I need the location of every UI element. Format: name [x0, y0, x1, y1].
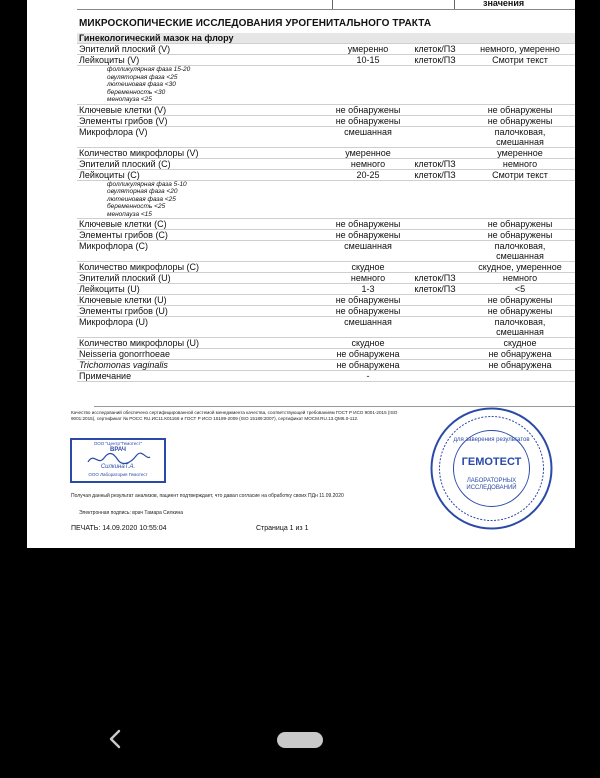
table-row	[77, 230, 575, 241]
round-stamp-bottom: ЛАБОРАТОРНЫХ ИССЛЕДОВАНИЙ	[466, 478, 517, 491]
norms-row	[77, 66, 575, 105]
test-result: не обнаружены	[331, 115, 405, 126]
test-result: умеренное	[331, 147, 405, 158]
test-unit: клеток/ПЗ	[405, 273, 465, 284]
test-name: Лейкоциты (U)	[77, 284, 331, 295]
reference-line: немного	[502, 158, 538, 169]
norm-item: менопауза <15	[107, 210, 152, 218]
print-timestamp: ПЕЧАТЬ: 14.09.2020 10:55:04	[71, 525, 167, 532]
test-name: Ключевые клетки (V)	[77, 104, 331, 115]
test-unit	[405, 230, 465, 241]
test-reference	[465, 349, 575, 360]
reference-line: скудное	[503, 338, 537, 348]
table-row	[77, 169, 575, 180]
table-row	[77, 360, 575, 371]
table-row	[77, 349, 575, 360]
test-unit	[405, 219, 465, 230]
test-unit: клеток/ПЗ	[405, 169, 465, 180]
table-heading: Гинекологический мазок на флору	[77, 33, 575, 44]
reference-line: не обнаружена	[488, 349, 552, 359]
doctor-stamp	[70, 438, 166, 483]
table-row	[77, 273, 575, 284]
test-result: не обнаружены	[331, 306, 405, 317]
table-row	[77, 158, 575, 169]
test-name: Микрофлора (V)	[77, 126, 331, 147]
test-result: смешанная	[331, 126, 405, 147]
test-result: -	[331, 371, 405, 382]
test-result: немного	[331, 273, 405, 284]
test-reference	[465, 306, 575, 317]
test-name: Эпителий плоский (V)	[77, 44, 331, 55]
test-name: Элементы грибов (V)	[77, 115, 331, 126]
test-unit	[405, 306, 465, 317]
test-reference	[465, 126, 575, 147]
table-row	[77, 338, 575, 349]
test-result: не обнаружены	[331, 219, 405, 230]
test-unit	[405, 241, 465, 262]
test-result: 1-3	[331, 284, 405, 295]
table-row	[77, 55, 575, 66]
test-result: скудное	[331, 262, 405, 273]
page-number: Страница 1 из 1	[256, 525, 309, 532]
test-reference	[465, 295, 575, 306]
test-unit	[405, 317, 465, 338]
doctor-stamp-org: ООО "Центр"Гемотест"	[93, 441, 143, 446]
test-result: не обнаружены	[331, 104, 405, 115]
test-reference	[465, 115, 575, 126]
test-unit	[405, 295, 465, 306]
test-reference	[465, 158, 575, 169]
test-reference	[465, 44, 575, 55]
test-name: Ключевые клетки (U)	[77, 295, 331, 306]
reference-line: не обнаружены	[487, 104, 553, 115]
test-result: 10-15	[331, 55, 405, 66]
reference-line-2: смешанная	[496, 251, 544, 261]
table-row	[77, 44, 575, 55]
table-row	[77, 115, 575, 126]
reference-line: немного	[502, 273, 538, 283]
e-signature: Электронная подпись: врач Тамара Силкина	[79, 510, 184, 516]
test-result: смешанная	[331, 241, 405, 262]
test-name: Эпителий плоский (U)	[77, 273, 331, 284]
reference-line: <5	[514, 284, 526, 294]
table-row	[77, 262, 575, 273]
test-unit	[405, 360, 465, 371]
reference-line: умеренное	[497, 147, 543, 158]
norms-list	[77, 180, 575, 219]
test-name: Лейкоциты (С)	[77, 169, 331, 180]
reference-line: Смотри текст	[492, 169, 548, 180]
test-name: Микрофлора (U)	[77, 317, 331, 338]
norm-item: овуляторная фаза <20	[107, 188, 178, 195]
test-reference	[465, 169, 575, 180]
test-reference	[465, 360, 575, 371]
test-name: Количество микрофлоры (U)	[77, 338, 331, 349]
round-stamp-brand: ГЕМОТЕСТ	[461, 456, 522, 468]
table-row	[77, 317, 575, 338]
table-row	[77, 219, 575, 230]
document-page	[27, 0, 575, 548]
table-row	[77, 241, 575, 262]
test-result: не обнаружены	[331, 230, 405, 241]
norm-item: фолликулярная фаза 15-20	[107, 66, 191, 73]
table-row	[77, 284, 575, 295]
reference-line-2: смешанная	[496, 136, 544, 147]
results-table	[77, 33, 575, 382]
test-name: Neisseria gonorrhoeae	[77, 349, 331, 360]
section-title: МИКРОСКОПИЧЕСКИЕ ИССЛЕДОВАНИЯ УРОГЕНИТАЛЬНОГО ТРАКТА	[79, 18, 432, 29]
test-name: Эпителий плоский (С)	[77, 158, 331, 169]
lab-round-stamp	[429, 406, 554, 531]
reference-line: Смотри текст	[492, 55, 548, 65]
norms-row	[77, 180, 575, 219]
reference-line: не обнаружены	[487, 230, 553, 240]
test-result: немного	[331, 158, 405, 169]
test-unit: клеток/ПЗ	[405, 55, 465, 66]
reference-line: палочковая,	[494, 241, 546, 251]
reference-line: не обнаружены	[487, 295, 553, 305]
test-reference	[465, 104, 575, 115]
test-result: скудное	[331, 338, 405, 349]
test-result: смешанная	[331, 317, 405, 338]
reference-line: немного, умеренно	[480, 44, 560, 54]
test-reference	[465, 262, 575, 273]
test-reference	[465, 284, 575, 295]
doctor-stamp-dept: ООО Лаборатория Гемотест	[88, 472, 148, 477]
norm-item: беременность <30	[107, 88, 166, 96]
test-name: Количество микрофлоры (С)	[77, 262, 331, 273]
test-result: не обнаружены	[331, 295, 405, 306]
test-reference	[465, 147, 575, 158]
test-name: Примечание	[77, 371, 331, 382]
reference-line: не обнаружена	[488, 360, 552, 370]
test-name: Элементы грибов (U)	[77, 306, 331, 317]
test-result: 20-25	[331, 169, 405, 180]
norm-item: беременность <25	[107, 203, 166, 210]
test-unit	[405, 349, 465, 360]
test-unit	[405, 104, 465, 115]
test-unit	[405, 126, 465, 147]
reference-line: не обнаружены	[487, 115, 553, 126]
test-unit	[405, 147, 465, 158]
test-name: Trichomonas vaginalis	[77, 360, 331, 371]
table-row	[77, 147, 575, 158]
test-name: Ключевые клетки (С)	[77, 219, 331, 230]
test-unit	[405, 115, 465, 126]
home-pill-button[interactable]	[277, 732, 323, 748]
test-unit: клеток/ПЗ	[405, 158, 465, 169]
reference-line: палочковая,	[494, 317, 546, 327]
round-stamp-top: для заверения результатов	[453, 437, 530, 443]
test-name: Микрофлора (С)	[77, 241, 331, 262]
test-unit: клеток/ПЗ	[405, 284, 465, 295]
norm-item: менопауза <25	[107, 96, 152, 103]
reference-line: не обнаружены	[487, 306, 553, 316]
table-heading-row	[77, 33, 575, 44]
norm-item: лютеиновая фаза <25	[107, 195, 176, 203]
test-unit	[405, 338, 465, 349]
doctor-stamp-role: ВРАЧ	[110, 447, 126, 453]
test-reference	[465, 371, 575, 382]
test-reference	[465, 230, 575, 241]
table-row	[77, 104, 575, 115]
test-reference	[465, 219, 575, 230]
reference-line: не обнаружены	[487, 219, 553, 229]
norms-list	[77, 66, 575, 105]
back-arrow-icon[interactable]	[106, 729, 126, 749]
test-reference	[465, 273, 575, 284]
test-reference	[465, 317, 575, 338]
quality-note-1: Качество исследований обеспечено сертифицированной системой менеджмента качества, соответствующей требованиям ГОСТ Р ИСО 9001-2015 (ISO	[71, 410, 398, 415]
reference-values-label: значения	[483, 0, 525, 8]
quality-note-2: 9001:2015), сертификат № РОСС RU.ИС11.К01166 и ГОСТ Р ИСО 15189-2009 (ISO 15189:2007), сертификат МОСМ.RU.13.QM6.0-112.	[71, 416, 359, 421]
test-unit: клеток/ПЗ	[405, 44, 465, 55]
test-reference	[465, 55, 575, 66]
table-row	[77, 371, 575, 382]
test-unit	[405, 262, 465, 273]
test-name: Лейкоциты (V)	[77, 55, 331, 66]
doctor-stamp-name: СилкинаТ.А.	[100, 464, 136, 470]
test-result: умеренно	[331, 44, 405, 55]
norm-item: овуляторная фаза <25	[107, 73, 178, 81]
consent-note: Получая данный результат анализов, пациент подтверждает, что давал согласие на обработку своих ПДн 11.09.2020	[71, 493, 344, 499]
table-row	[77, 306, 575, 317]
test-unit	[405, 371, 465, 382]
reference-line: скудное, умеренное	[478, 262, 562, 272]
test-reference	[465, 338, 575, 349]
test-result: не обнаружена	[331, 349, 405, 360]
test-result: не обнаружена	[331, 360, 405, 371]
table-row	[77, 295, 575, 306]
test-name: Элементы грибов (С)	[77, 230, 331, 241]
reference-line-2: смешанная	[496, 327, 544, 337]
reference-line: палочковая,	[494, 126, 546, 137]
norm-item: лютеиновая фаза <30	[107, 81, 176, 88]
test-reference	[465, 241, 575, 262]
test-name: Количество микрофлоры (V)	[77, 147, 331, 158]
norm-item: фолликулярная фаза 5-10	[107, 180, 187, 188]
table-row	[77, 126, 575, 147]
